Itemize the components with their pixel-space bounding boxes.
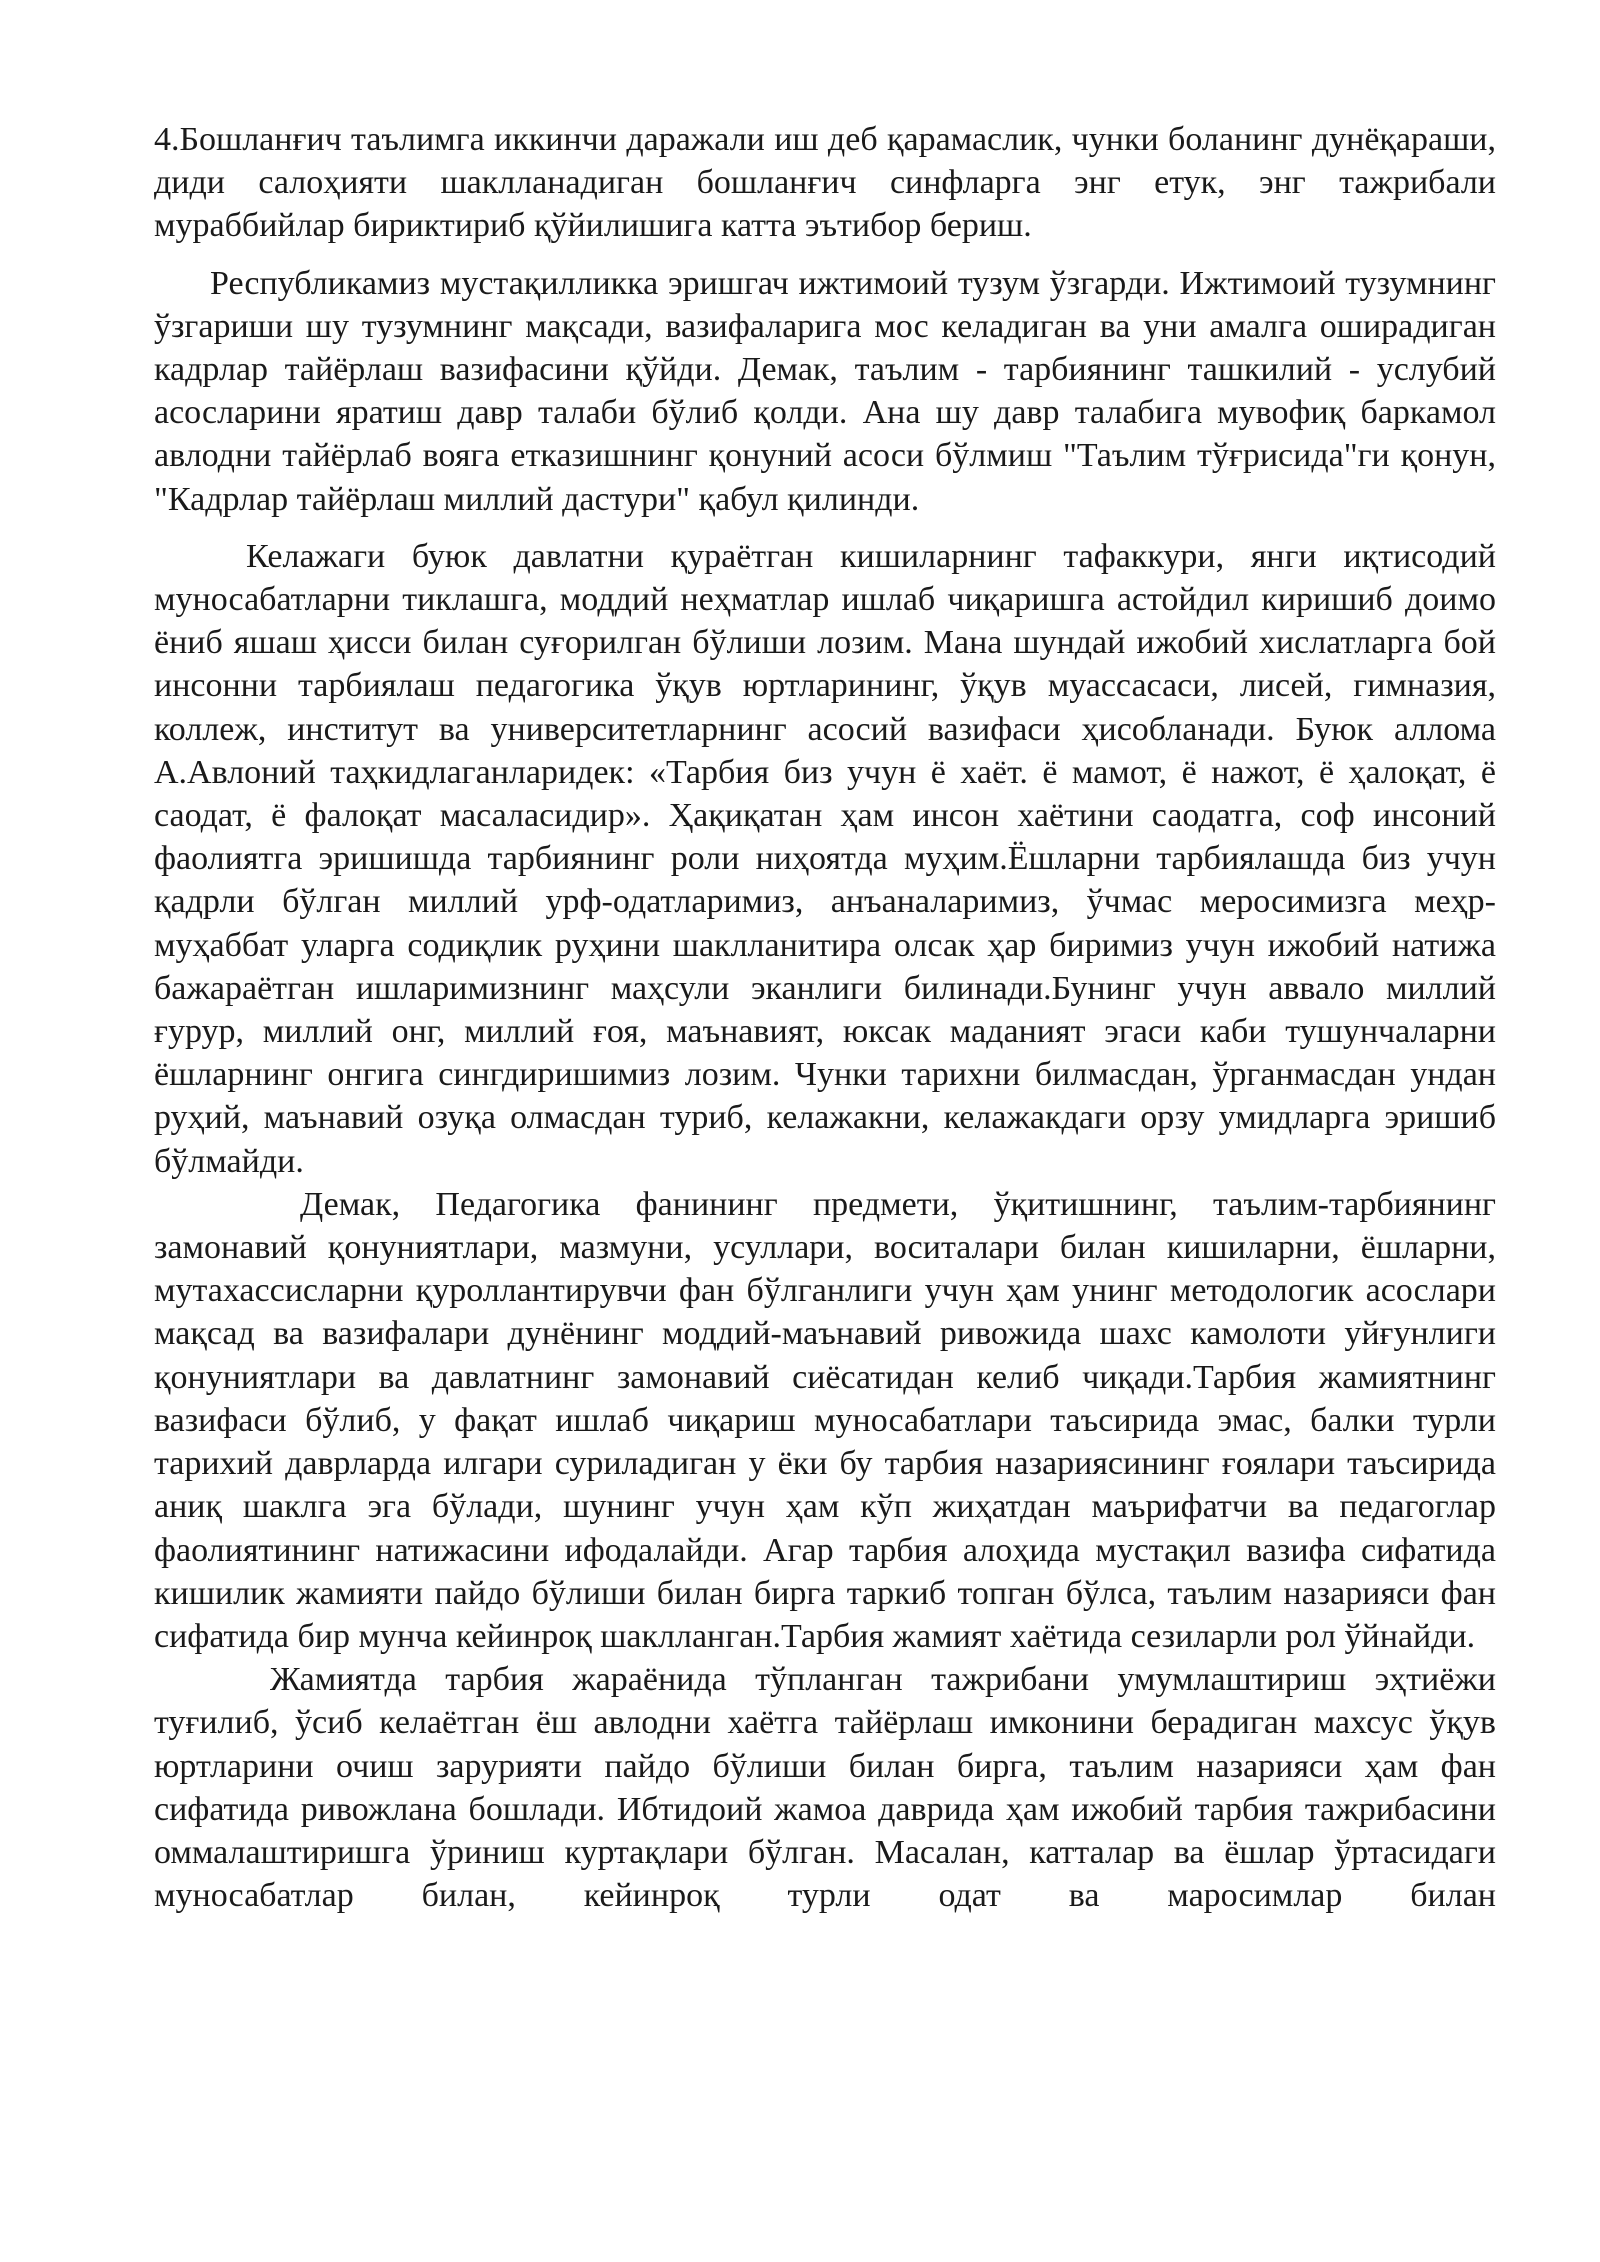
document-page [154,118,1496,1917]
paragraph-1: 4.Бошланғич таълимга иккинчи даражали иш деб қарамаслик, чунки боланинг дунёқараши, диди салоҳияти шаклланадиган бошланғич синфларга энг етук, энг тажрибали мураббийлар бириктириб қўйилишига катта эътибор бериш. [154,121,1496,245]
paragraph-4: Демак, Педагогика фанининг предмети, ўқитишнинг, таълим-тарбиянинг замонавий қонуниятлари, мазмуни, усуллари, воситалари билан кишиларни, ёшларни, мутахассисларни қуроллантирувчи фан бўлганлиги учун ҳам унинг методологик асослари мақсад ва вазифалари дунёнинг моддий-маънавий ривожида шахс камолоти уйғунлиги қонуниятлари ва давлатнинг замонавий сиёсатидан келиб чиқади.Тарбия жамиятнинг вазифаси бўлиб, у фақат ишлаб чиқариш муносабатлари таъсирида эмас, балки турли тарихий даврларда илгари суриладиган у ёки бу тарбия назариясининг ғоялари таъсирида аниқ шаклга эга бўлади, шунинг учун ҳам кўп жиҳатдан маърифатчи ва педагоглар фаолиятининг натижасини ифодалайди. Агар тарбия алоҳида мустақил вазифа сифатида кишилик жамияти пайдо бўлиши билан бирга таркиб топган бўлса, таълим назарияси фан сифатида бир мунча кейинроқ шаклланган.Тарбия жамият хаётида сезиларли рол ўйнайди. [154,1185,1496,1655]
paragraph-2: Республикамиз мустақилликка эришгач ижтимоий тузум ўзгарди. Ижтимоий тузумнинг ўзгариши шу тузумнинг мақсади, вазифаларига мос келадиган ва уни амалга оширадиган кадрлар тайёрлаш вазифасини қўйди. Демак, таълим - тарбиянинг ташкилий - услубий асосларини яратиш давр талаби бўлиб қолди. Ана шу давр талабига мувофиқ баркамол авлодни тайёрлаб вояга етказишнинг қонуний асоси бўлмиш "Таълим тўғрисида"ги қонун, "Кадрлар тайёрлаш миллий дастури" қабул қилинди. [154,264,1496,518]
paragraph-5: Жамиятда тарбия жараёнида тўпланган тажрибани умумлаштириш эҳтиёжи туғилиб, ўсиб келаётган ёш авлодни хаётга тайёрлаш имконини берадиган махсус ўқув юртларини очиш зарурияти пайдо бўлиши билан бирга, таълим назарияси ҳам фан сифатида ривожлана бошлади. Ибтидоий жамоа даврида ҳам ижобий тарбия тажрибасини оммалаштиришга ўриниш куртақлари бўлган. Масалан, катталар ва ёшлар ўртасидаги муносабатлар билан, кейинроқ турли одат ва маросимлар билан [154,1661,1496,1915]
paragraph-3: Келажаги буюк давлатни қураётган кишиларнинг тафаккури, янги иқтисодий муносабатларни тиклашга, моддий неҳматлар ишлаб чиқаришга астойдил киришиб доимо ёниб яшаш ҳисси билан суғорилган бўлиши лозим. Мана шундай ижобий хислатларга бой инсонни тарбиялаш педагогика ўқув юртларининг, ўқув муассасаси, лисей, гимназия, коллеж, институт ва университетларнинг асосий вазифаси ҳисобланади. Буюк аллома А.Авлоний таҳкидлаганларидек: «Тарбия биз учун ё хаёт. ё мамот, ё нажот, ё ҳалоқат, ё саодат, ё фалоқат масаласидир». Ҳақиқатан ҳам инсон хаётини саодатга, соф инсоний фаолиятга эришишда тарбиянинг роли ниҳоятда муҳим.Ёшларни тарбиялашда биз учун қадрли бўлган миллий урф-одатларимиз, анъаналаримиз, ўчмас меросимизга меҳр-муҳаббат уларга содиқлик руҳини шаклланитира олсак ҳар биримиз учун ижобий натижа бажараётган ишларимизнинг маҳсули эканлиги билинади.Бунинг учун аввало миллий ғурур, миллий онг, миллий ғоя, маънавият, юксак маданият эгаси каби тушунчаларни ёшларнинг онгига сингдиришимиз лозим. Чунки тарихни билмасдан, ўрганмасдан ундан руҳий, маънавий озуқа олмасдан туриб, келажакни, келажакдаги орзу умидларга эришиб бўлмайди. [154,537,1496,1180]
